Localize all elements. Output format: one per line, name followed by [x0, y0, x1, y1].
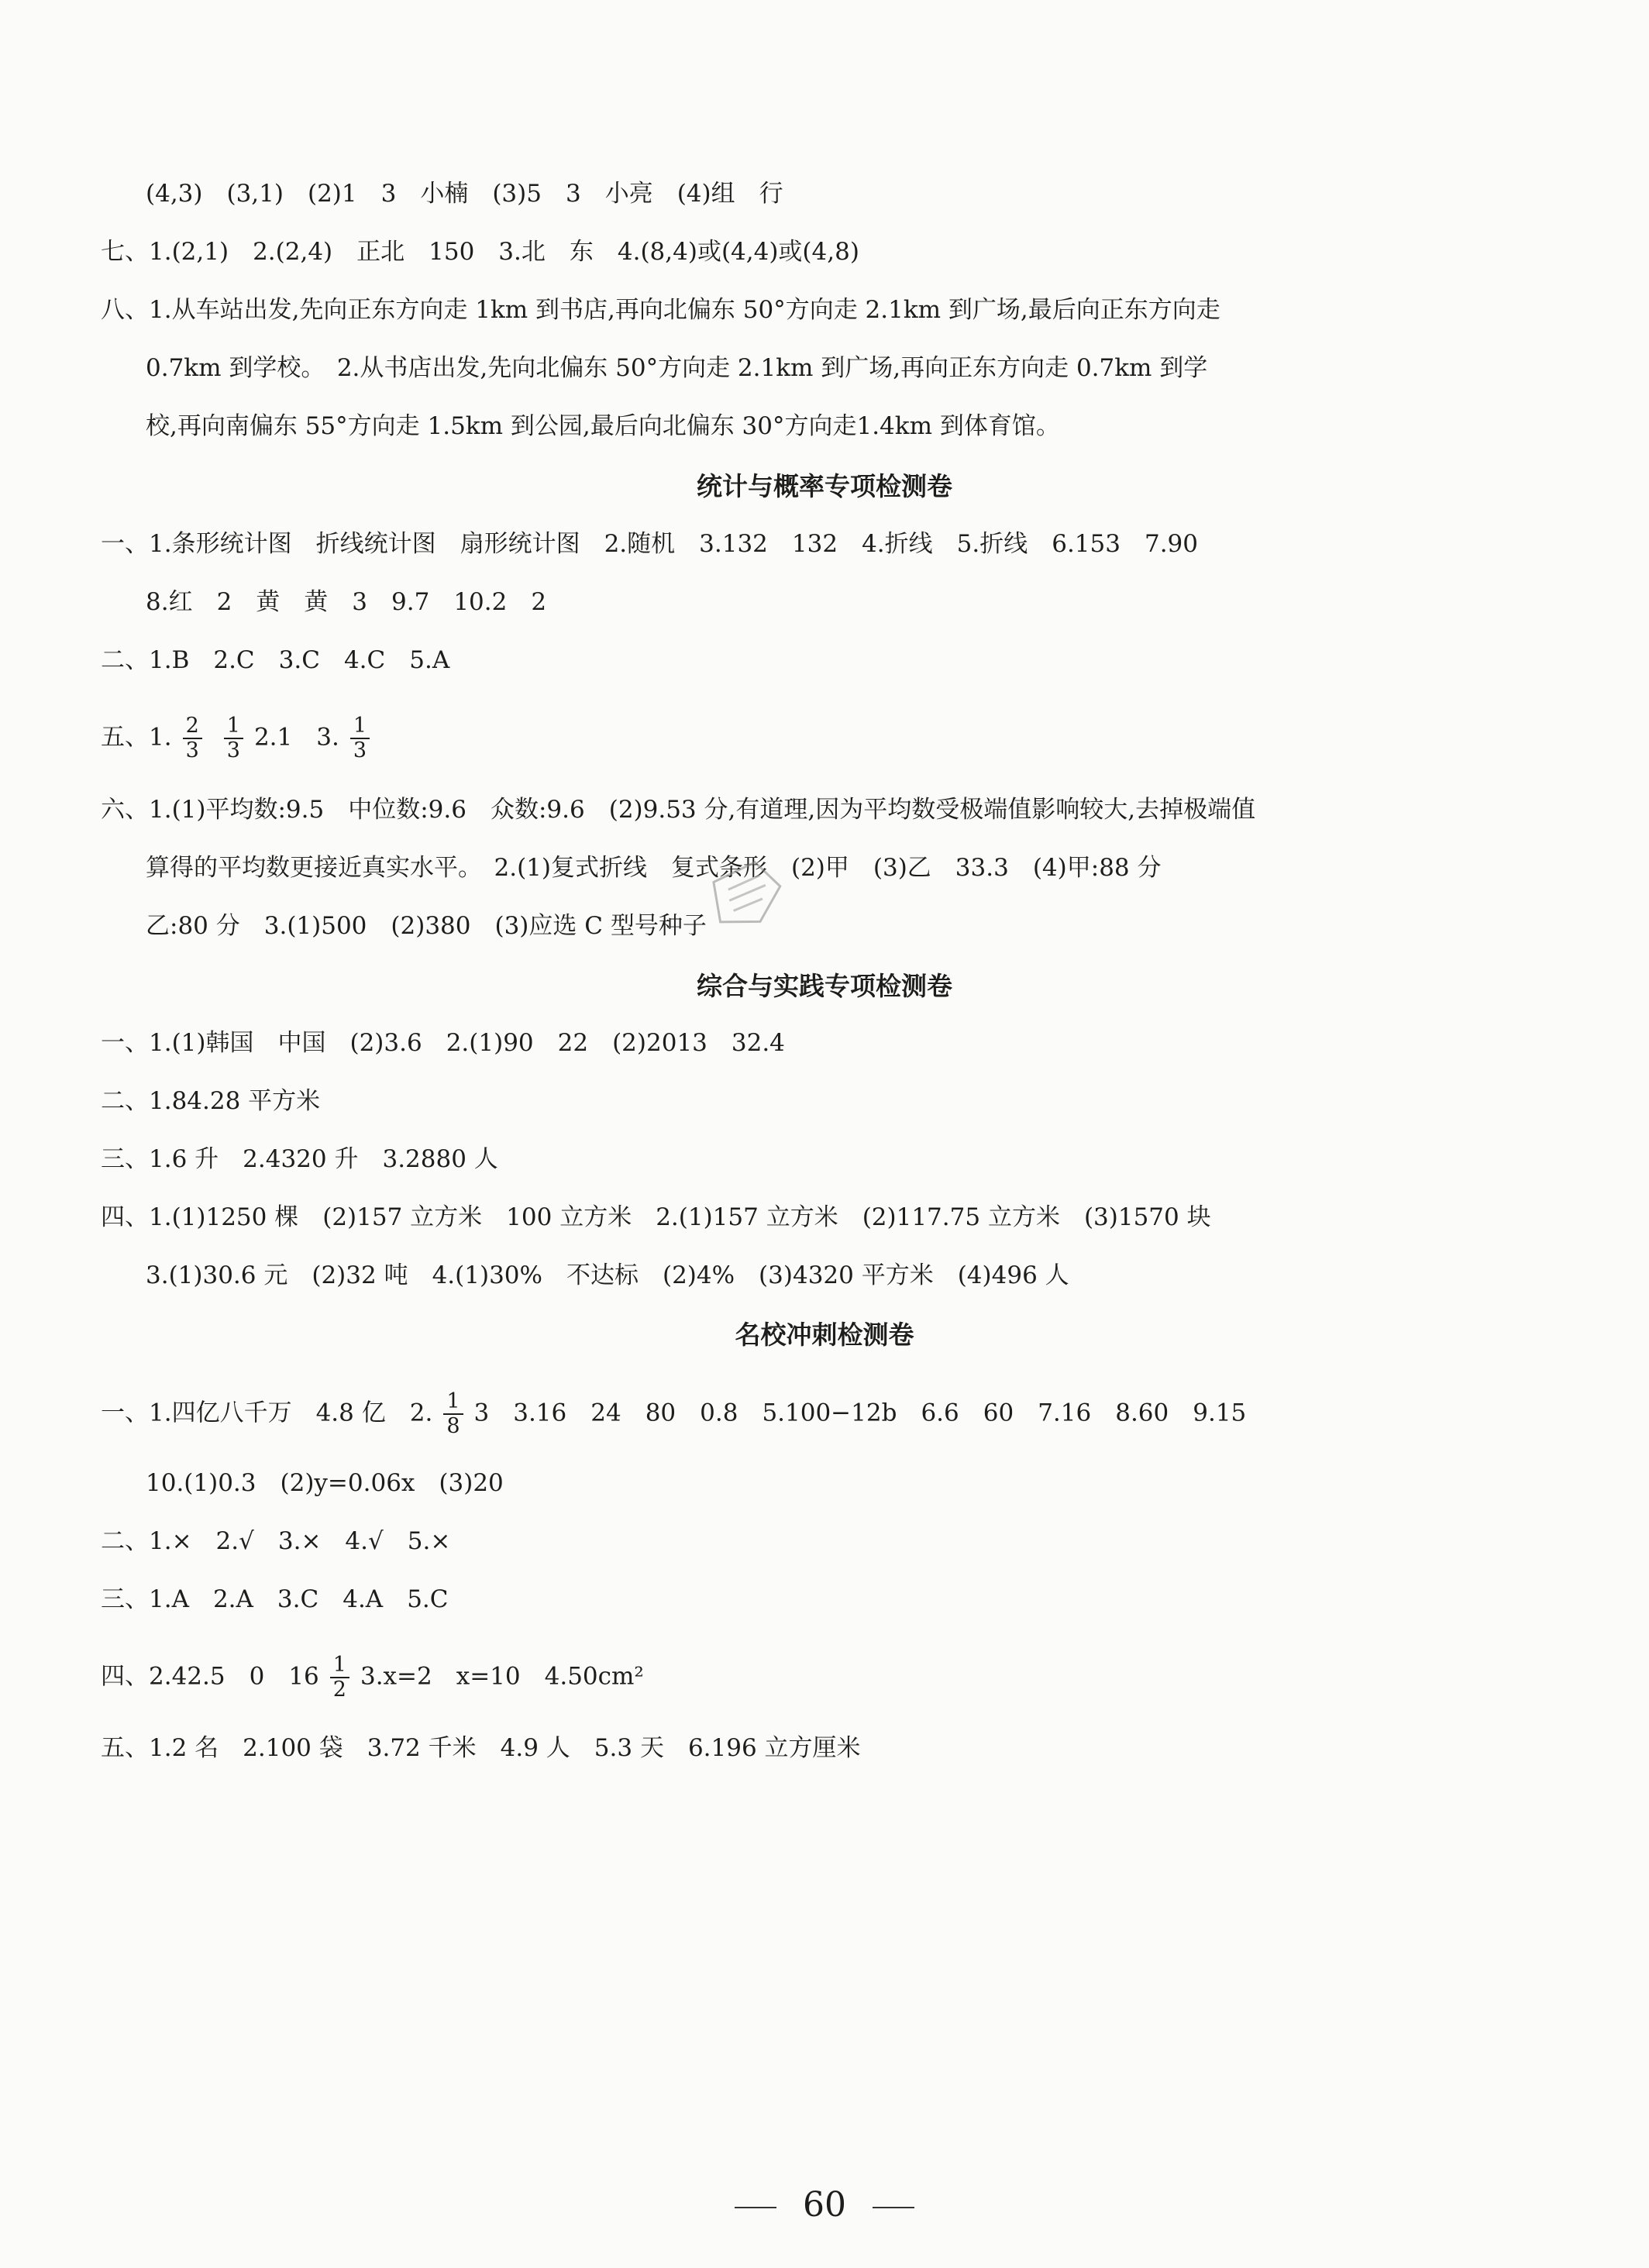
answer-line: 七、1.(2,1) 2.(2,4) 正北 150 3.北 东 4.(8,4)或(4,4)或(4,8) [101, 238, 859, 266]
answer-line: 算得的平均数更接近真实水平。 2.(1)复式折线 复式条形 (2)甲 (3)乙 33.3 (4)甲:88 分 [146, 854, 1162, 882]
answer-line-fractions [101, 1654, 1587, 1702]
answer-line: 一、1.条形统计图 折线统计图 扇形统计图 2.随机 3.132 132 4.折线 5.折线 6.153 7.90 [101, 530, 1198, 558]
footer-dash-right [873, 2207, 914, 2208]
answer-line: 八、1.从车站出发,先向正东方向走 1km 到书店,再向北偏东 50°方向走 2.1km 到广场,最后向正东方向走 [101, 296, 1220, 324]
answer-line: 五、1.2 名 2.100 袋 3.72 千米 4.9 人 5.3 天 6.196 立方厘米 [101, 1734, 861, 1762]
denominator: 2 [332, 1678, 346, 1702]
answer-line-fractions [101, 714, 1587, 762]
section-title: 名校冲刺检测卷 [735, 1320, 914, 1350]
denominator: 3 [185, 738, 199, 762]
answer-line: 3.(1)30.6 元 (2)32 吨 4.(1)30% 不达标 (2)4% (3)4320 平方米 (4)496 人 [146, 1261, 1069, 1289]
denominator: 3 [353, 738, 367, 762]
numerator: 1 [443, 1390, 463, 1415]
answer-line: 乙:80 分 3.(1)500 (2)380 (3)应选 C 型号种子 [146, 912, 707, 940]
denominator: 3 [226, 738, 240, 762]
answer-line: 0.7km 到学校。 2.从书店出发,先向北偏东 50°方向走 2.1km 到广场,再向正东方向走 0.7km 到学 [146, 354, 1208, 382]
answer-line: 六、1.(1)平均数:9.5 中位数:9.6 众数:9.6 (2)9.53 分,有道理,因为平均数受极端值影响较大,去掉极端值 [101, 796, 1256, 824]
answer-line: 8.红 2 黄 黄 3 9.7 10.2 2 [146, 588, 547, 616]
answer-line: 二、1.B 2.C 3.C 4.C 5.A [101, 646, 450, 674]
numerator: 2 [183, 714, 202, 739]
fraction [224, 714, 243, 762]
page-number: 60 [803, 2185, 846, 2225]
section-title: 统计与概率专项检测卷 [697, 471, 952, 501]
answer-line: 10.(1)0.3 (2)y=0.06x (3)20 [146, 1469, 504, 1497]
denominator: 8 [446, 1414, 460, 1438]
numerator: 1 [224, 714, 243, 739]
line-suffix: 3 3.16 24 80 0.8 5.100−12b 6.6 60 7.16 8.60 9.15 [473, 1399, 1247, 1427]
footer-dash-left [735, 2207, 776, 2208]
page-number-footer [0, 2184, 1649, 2227]
line-suffix: 3.x=2 x=10 4.50cm² [360, 1662, 644, 1691]
numerator: 1 [350, 714, 370, 739]
answer-line: 三、1.6 升 2.4320 升 3.2880 人 [101, 1145, 498, 1173]
line-prefix: 一、1.四亿八千万 4.8 亿 2. [101, 1399, 433, 1427]
section-title: 综合与实践专项检测卷 [697, 971, 952, 1001]
fraction [350, 714, 370, 762]
answer-line: (4,3) (3,1) (2)1 3 小楠 (3)5 3 小亮 (4)组 行 [146, 180, 783, 208]
answer-line-fractions [101, 1390, 1587, 1438]
answer-line: 三、1.A 2.A 3.C 4.A 5.C [101, 1585, 449, 1613]
fraction [183, 714, 202, 762]
numerator: 1 [330, 1654, 349, 1678]
fraction [330, 1654, 349, 1702]
fraction [443, 1390, 463, 1438]
answer-line: 一、1.(1)韩国 中国 (2)3.6 2.(1)90 22 (2)2013 32.4 [101, 1029, 785, 1057]
answer-line: 二、1.84.28 平方米 [101, 1087, 321, 1115]
line-middle: 2.1 3. [253, 723, 339, 752]
answer-line: 四、1.(1)1250 棵 (2)157 立方米 100 立方米 2.(1)157 立方米 (2)117.75 立方米 (3)1570 块 [101, 1203, 1211, 1231]
line-prefix: 四、2.42.5 0 16 [101, 1662, 319, 1691]
answer-line: 二、1.× 2.√ 3.× 4.√ 5.× [101, 1527, 451, 1555]
line-prefix: 五、1. [101, 723, 172, 752]
answer-line: 校,再向南偏东 55°方向走 1.5km 到公园,最后向北偏东 30°方向走1.4km 到体育馆。 [146, 412, 1060, 440]
